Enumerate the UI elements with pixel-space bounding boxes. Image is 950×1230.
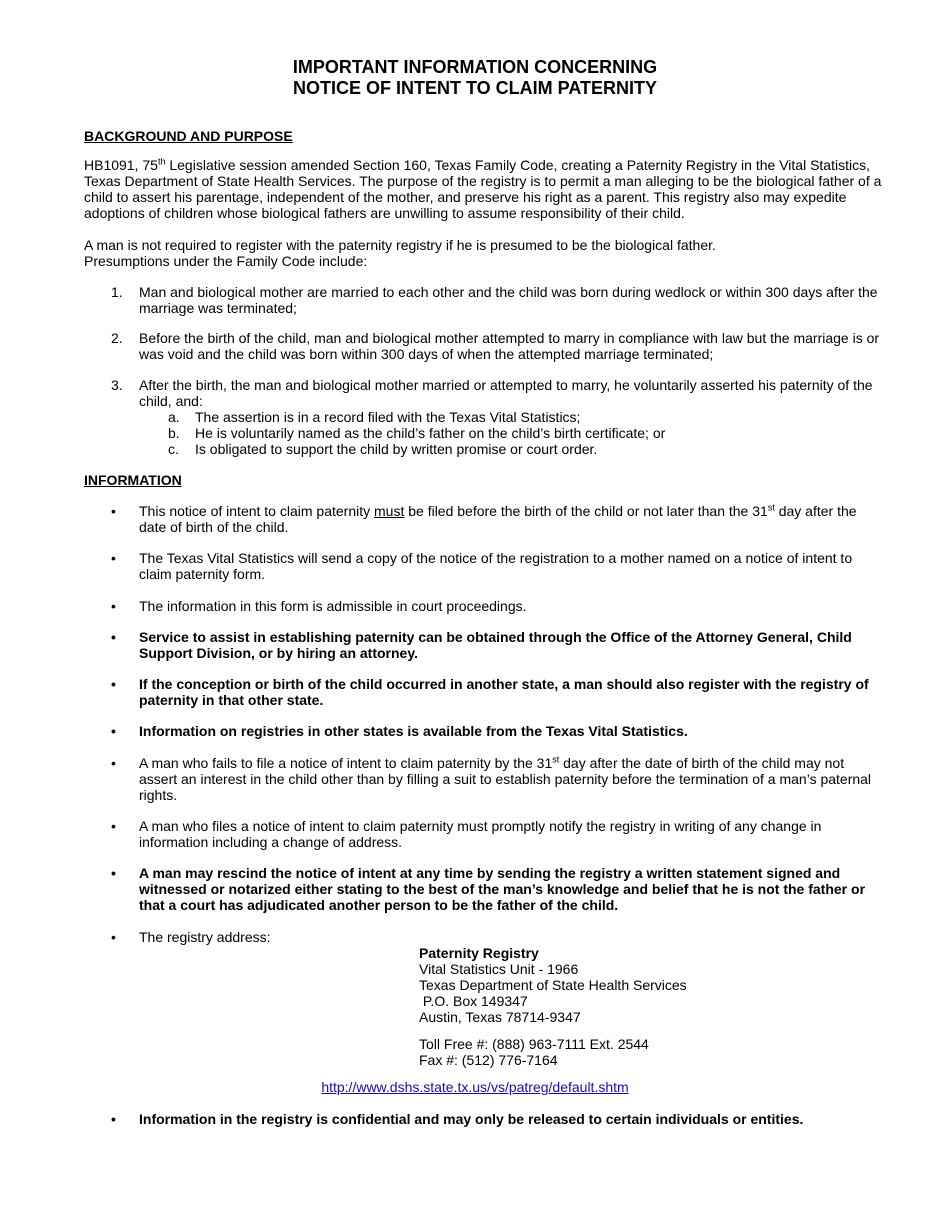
list-number: 2.: [111, 330, 123, 346]
list-item: Man and biological mother are married to each other and the child was born during wedlock or within 300 days after the marriage was terminated;: [139, 284, 878, 316]
registry-url-link[interactable]: [0, 1079, 950, 1095]
bullet: •: [111, 1111, 116, 1127]
list-number: 3.: [111, 377, 123, 393]
bullet: •: [111, 818, 116, 834]
b1-pre: This notice of intent to claim paternity: [139, 503, 374, 519]
b7-pre: A man who fails to file a notice of intent to claim paternity by the 31: [139, 755, 553, 771]
bullet: •: [111, 629, 116, 645]
presumption-intro-line2: Presumptions under the Family Code include:: [84, 253, 368, 269]
info-bullet-6: Information on registries in other states is available from the Texas Vital Statistics.: [139, 723, 688, 739]
bullet: •: [111, 598, 116, 614]
b7-sup: st: [552, 754, 560, 765]
info-bullet-5: If the conception or birth of the child occurred in another state, a man should also register with the registry of paternity in that other state.: [139, 676, 869, 708]
presumption-intro-line1: A man is not required to register with the paternity registry if he is presumed to be the biological father.: [84, 237, 716, 253]
bullet: •: [111, 755, 116, 771]
info-bullet-2: The Texas Vital Statistics will send a copy of the notice of the registration to a mother named on a notice of intent to claim paternity form.: [139, 550, 853, 582]
sublist-item: Is obligated to support the child by written promise or court order.: [195, 441, 598, 457]
sublist-item: He is voluntarily named as the child’s father on the child’s birth certificate; or: [195, 425, 666, 441]
bullet: •: [111, 723, 116, 739]
info-bullet-8: A man who files a notice of intent to claim paternity must promptly notify the registry in writing of any change in information including a change of address.: [139, 818, 822, 850]
list-item: Before the birth of the child, man and biological mother attempted to marry in compliance with law but the marriage is or was void and the child was born within 300 days of when the attempted marriage terminated;: [139, 330, 880, 362]
toll-free-number: Toll Free #: (888) 963-7111 Ext. 2544: [419, 1036, 649, 1052]
fax-number: Fax #: (512) 776-7164: [419, 1052, 558, 1068]
document-title: [0, 57, 950, 99]
b1-post: day after the date of birth of the child.: [139, 503, 857, 535]
b7-post: day after the date of birth of the child may not assert an interest in the child other than by filling a suit to establish paternity before the termination of a man’s paternal rights.: [139, 755, 872, 803]
bullet: •: [111, 929, 116, 945]
info-bullet-11: Information in the registry is confidential and may only be released to certain individuals or entities.: [139, 1111, 804, 1127]
sublist-letter: a.: [168, 409, 180, 425]
title-line-2: NOTICE OF INTENT TO CLAIM PATERNITY: [293, 78, 657, 98]
presumption-intro: [84, 237, 884, 269]
address-line-2: Texas Department of State Health Services: [419, 977, 687, 993]
address-line-1: Vital Statistics Unit - 1966: [419, 961, 579, 977]
information-heading: INFORMATION: [84, 472, 182, 488]
sublist-letter: c.: [168, 441, 179, 457]
info-bullet-1: [139, 503, 884, 535]
bg-p1-post: Legislative session amended Section 160, Texas Family Code, creating a Paternity Registry in the Vital Statistics, Texas Department of State Health Services. The purpose of the registry is to permit a man alleging to be the biological father of a child to assert his parentage, independent of the mother, and preserve his right as a parent. This registry also may expedite adoptions of children whose biological fathers are unwilling to assume responsibility of their child.: [84, 157, 882, 221]
info-bullet-9: A man may rescind the notice of intent at any time by sending the registry a written statement signed and witnessed or notarized either stating to the best of the man’s knowledge and belief that he is not the father or that a court has adjudicated another person to be the father of the child.: [139, 865, 866, 913]
bullet: •: [111, 550, 116, 566]
info-bullet-3: The information in this form is admissible in court proceedings.: [139, 598, 527, 614]
title-line-1: IMPORTANT INFORMATION CONCERNING: [292, 57, 658, 77]
sublist-item: The assertion is in a record filed with the Texas Vital Statistics;: [195, 409, 581, 425]
address-line-4: Austin, Texas 78714-9347: [419, 1009, 581, 1025]
bg-p1-sup: th: [157, 156, 166, 167]
registry-url-text[interactable]: http://www.dshs.state.tx.us/vs/patreg/default.shtm: [321, 1079, 629, 1095]
address-line-3: P.O. Box 149347: [419, 993, 528, 1009]
registry-name: Paternity Registry: [419, 945, 539, 961]
bullet: •: [111, 676, 116, 692]
bg-p1-pre: HB1091, 75: [84, 157, 158, 173]
sublist-letter: b.: [168, 425, 180, 441]
background-heading: BACKGROUND AND PURPOSE: [84, 128, 293, 144]
b1-must: must: [374, 503, 405, 519]
background-paragraph: [84, 157, 884, 221]
bullet: •: [111, 865, 116, 881]
info-bullet-10: The registry address:: [139, 929, 271, 945]
bullet: •: [111, 503, 116, 519]
b1-sup: st: [767, 502, 775, 513]
info-bullet-4: Service to assist in establishing paternity can be obtained through the Office of the Attorney General, Child Support Division, or by hiring an attorney.: [139, 629, 852, 661]
list-item: After the birth, the man and biological mother married or attempted to marry, he voluntarily asserted his paternity of the child, and:: [139, 377, 873, 409]
list-number: 1.: [111, 284, 123, 300]
info-bullet-7: [139, 755, 884, 803]
b1-mid: be filed before the birth of the child or not later than the 31: [404, 503, 768, 519]
